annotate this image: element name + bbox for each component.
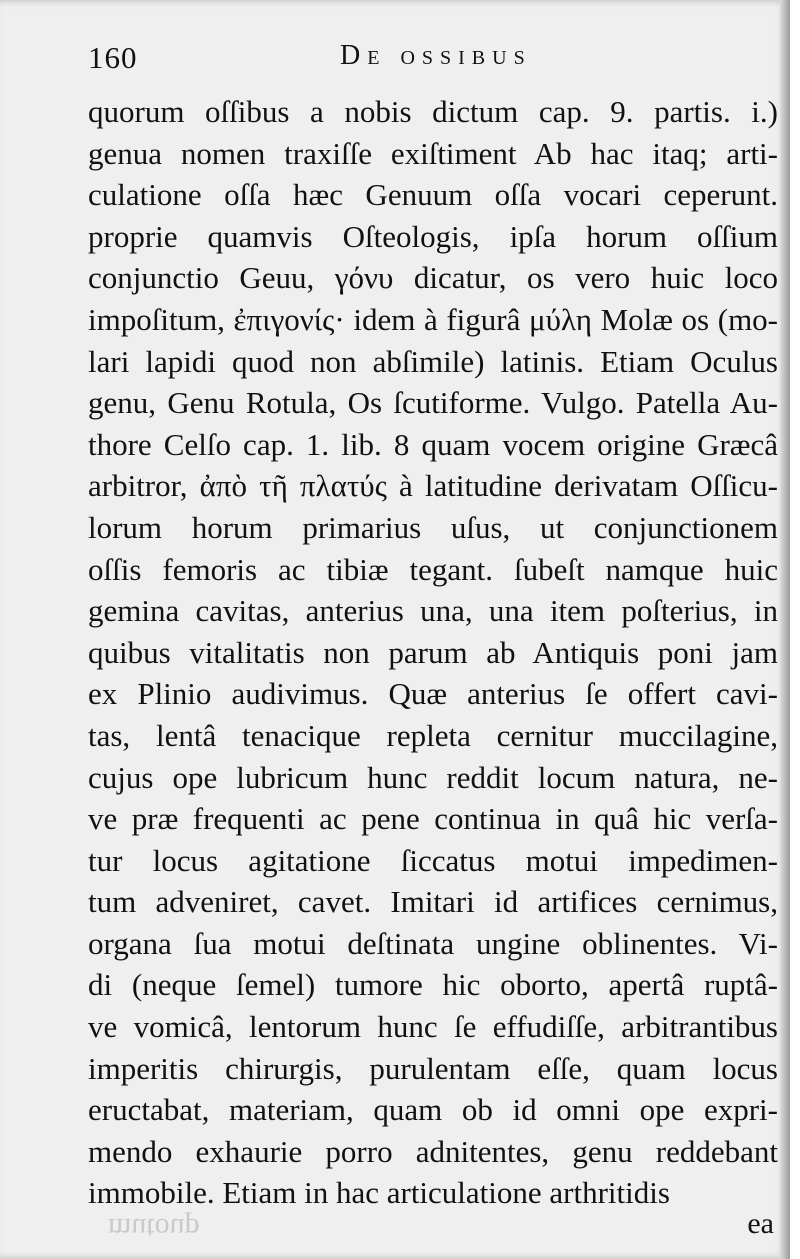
running-head: De ossibus — [340, 40, 532, 71]
text-line: quibus vitalitatis non parum ab Antiquis poni jam — [88, 634, 778, 670]
body-text — [88, 91, 778, 1214]
text-line: tum adveniret, cavet. Imitari id artifices cernimus, — [88, 884, 778, 920]
catchword: ea — [747, 1207, 774, 1240]
text-line: culatione oſſa hæc Genuum oſſa vocari ceperunt. — [88, 177, 778, 213]
text-line: immobile. Etiam in hac articulatione arthritidis — [88, 1175, 670, 1211]
text-line: arbitror, ἀπὸ τῆ πλατύς à latitudine derivatam Oſſicu- — [88, 468, 778, 504]
text-line: tur locus agitatione ſiccatus motui impedimen- — [88, 842, 778, 878]
text-line: eructabat, materiam, quam ob id omni ope expri- — [88, 1092, 778, 1128]
page-number: 160 — [88, 40, 138, 75]
text-line: mendo exhaurie porro adnitentes, genu reddebant — [88, 1133, 778, 1169]
text-line: quorum oſſibus a nobis dictum cap. 9. partis. i.) — [88, 94, 778, 129]
text-line: ex Plinio audivimus. Quæ anterius ſe offert cavi- — [88, 676, 778, 712]
text-line: cujus ope lubricum hunc reddit locum natura, ne- — [88, 759, 778, 795]
text-line: organa ſua motui deſtinata ungine oblinentes. Vi- — [88, 925, 778, 961]
text-line: impoſitum, ἐπιγονίς· idem à figurâ μύλη Molæ os (mo- — [88, 301, 778, 337]
text-line: proprie quamvis Oſteologis, ipſa horum oſſium — [88, 218, 778, 254]
text-line: lari lapidi quod non abſimile) latinis. Etiam Oculus — [88, 343, 778, 379]
text-line: genua nomen traxiſſe exiſtiment Ab hac itaq; arti- — [88, 135, 778, 171]
text-line: lorum horum primarius uſus, ut conjunctionem — [88, 509, 778, 545]
text-line: oſſis femoris ac tibiæ tegant. ſubeſt namque huic — [88, 551, 778, 587]
text-line: thore Celſo cap. 1. lib. 8 quam vocem origine Græcâ — [88, 426, 778, 462]
text-line: ve vomicâ, lentorum hunc ſe effudiſſe, arbitrantibus — [88, 1009, 778, 1045]
text-line: conjunctio Geuu, γόνυ dicatur, os vero huic loco — [88, 260, 778, 296]
text-line: genu, Genu Rotula, Os ſcutiforme. Vulgo. Patella Au- — [88, 385, 778, 421]
page-header — [88, 40, 754, 84]
text-line: gemina cavitas, anterius una, una item poſterius, in — [88, 593, 778, 629]
bleed-through-text: mutoup — [108, 1212, 200, 1245]
text-line: ve præ frequenti ac pene continua in quâ hic verſa- — [88, 801, 778, 837]
text-line: imperitis chirurgis, purulentam eſſe, quam locus — [88, 1050, 778, 1086]
text-line: tas, lentâ tenacique repleta cernitur muccilagine, — [88, 717, 778, 753]
text-line: di (neque ſemel) tumore hic oborto, apertâ ruptâ- — [88, 967, 778, 1003]
